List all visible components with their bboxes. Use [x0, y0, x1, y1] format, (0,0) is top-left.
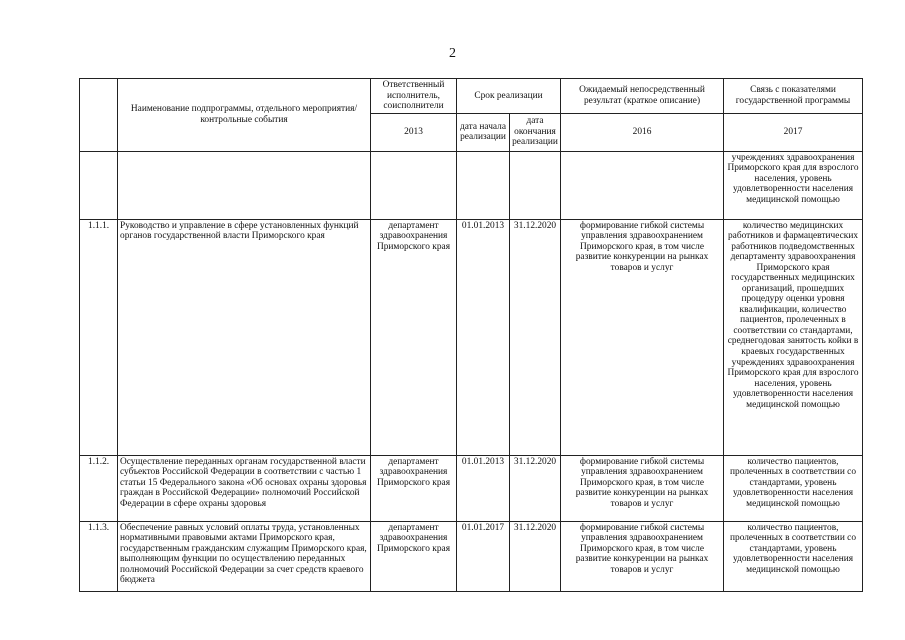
row-link: количество пациентов, пролеченных в соответствии со стандартами, уровень удовлетворенности населения медицинской помощью [724, 455, 863, 521]
row-name: Осуществление переданных органам государственной власти субъектов Российской Федерации в соответствии с частью 1 статьи 15 Федерального закона «Об основах охраны здоровья граждан в Российской Федерации» полномочий Российской Федерации в сфере охраны здоровья [118, 455, 371, 521]
row-link: количество медицинских работников и фармацевтических работников подведомственных департаменту здравоохранения Приморского края государственных медицинских организаций, прошедших процедуру оценки уровня квалификации, количество пациентов, пролеченных в соответствии со стандартами, среднегодовая занятость койки в краевых государственных учреждениях здравоохранения Приморского края для взрослого населения, уровень удовлетворенности населения медицинской помощью [724, 219, 863, 455]
header-executor-sub: 2013 [371, 113, 457, 151]
row-number: 1.1.2. [80, 455, 118, 521]
row-executor [371, 151, 457, 219]
row-link: количество пациентов, пролеченных в соответствии со стандартами, уровень удовлетворенности населения медицинской помощью [724, 521, 863, 591]
table-row [80, 151, 863, 219]
row-number [80, 151, 118, 219]
row-number: 1.1.3. [80, 521, 118, 591]
row-number: 1.1.1. [80, 219, 118, 455]
row-end-date: 31.12.2020 [510, 219, 561, 455]
header-term-start: дата начала реализации [457, 113, 510, 151]
row-link: учреждениях здравоохранения Приморского края для взрослого населения, уровень удовлетворенности населения медицинской помощью [724, 151, 863, 219]
row-end-date: 31.12.2020 [510, 455, 561, 521]
table-row [80, 521, 863, 591]
table-row [80, 455, 863, 521]
row-name [118, 151, 371, 219]
header-executor: Ответственный исполнитель, соисполнители [371, 79, 457, 114]
row-executor: департамент здравоохранения Приморского края [371, 455, 457, 521]
page-number: 2 [449, 46, 456, 61]
header-term: Срок реализации [457, 79, 561, 114]
header-result-sub: 2016 [561, 113, 724, 151]
row-result: формирование гибкой системы управления здравоохранением Приморского края, в том числе развитие конкуренции на рынках товаров и услуг [561, 521, 724, 591]
header-row-1 [80, 79, 863, 114]
row-executor: департамент здравоохранения Приморского края [371, 521, 457, 591]
table-row [80, 219, 863, 455]
row-name: Обеспечение равных условий оплаты труда, установленных нормативными правовыми актами Приморского края, государственным гражданским служащим Приморского края, выполняющим функции по осуществлению переданных полномочий Российской Федерации за счет средств краевого бюджета [118, 521, 371, 591]
row-executor: департамент здравоохранения Приморского края [371, 219, 457, 455]
header-term-end: дата окончания реализации [510, 113, 561, 151]
row-result: формирование гибкой системы управления здравоохранением Приморского края, в том числе развитие конкуренции на рынках товаров и услуг [561, 219, 724, 455]
row-result [561, 151, 724, 219]
row-start-date: 01.01.2013 [457, 219, 510, 455]
program-table [79, 78, 863, 592]
row-start-date: 01.01.2013 [457, 455, 510, 521]
header-name: Наименование подпрограммы, отдельного мероприятия/контрольные события [118, 79, 371, 152]
row-start-date: 01.01.2017 [457, 521, 510, 591]
header-result: Ожидаемый непосредственный результат (краткое описание) [561, 79, 724, 114]
row-name: Руководство и управление в сфере установленных функций органов государственной власти Приморского края [118, 219, 371, 455]
row-start-date [457, 151, 510, 219]
row-end-date [510, 151, 561, 219]
header-num-cell [80, 79, 118, 152]
header-link-sub: 2017 [724, 113, 863, 151]
header-link: Связь с показателями государственной программы [724, 79, 863, 114]
row-end-date: 31.12.2020 [510, 521, 561, 591]
row-result: формирование гибкой системы управления здравоохранением Приморского края, в том числе развитие конкуренции на рынках товаров и услуг [561, 455, 724, 521]
